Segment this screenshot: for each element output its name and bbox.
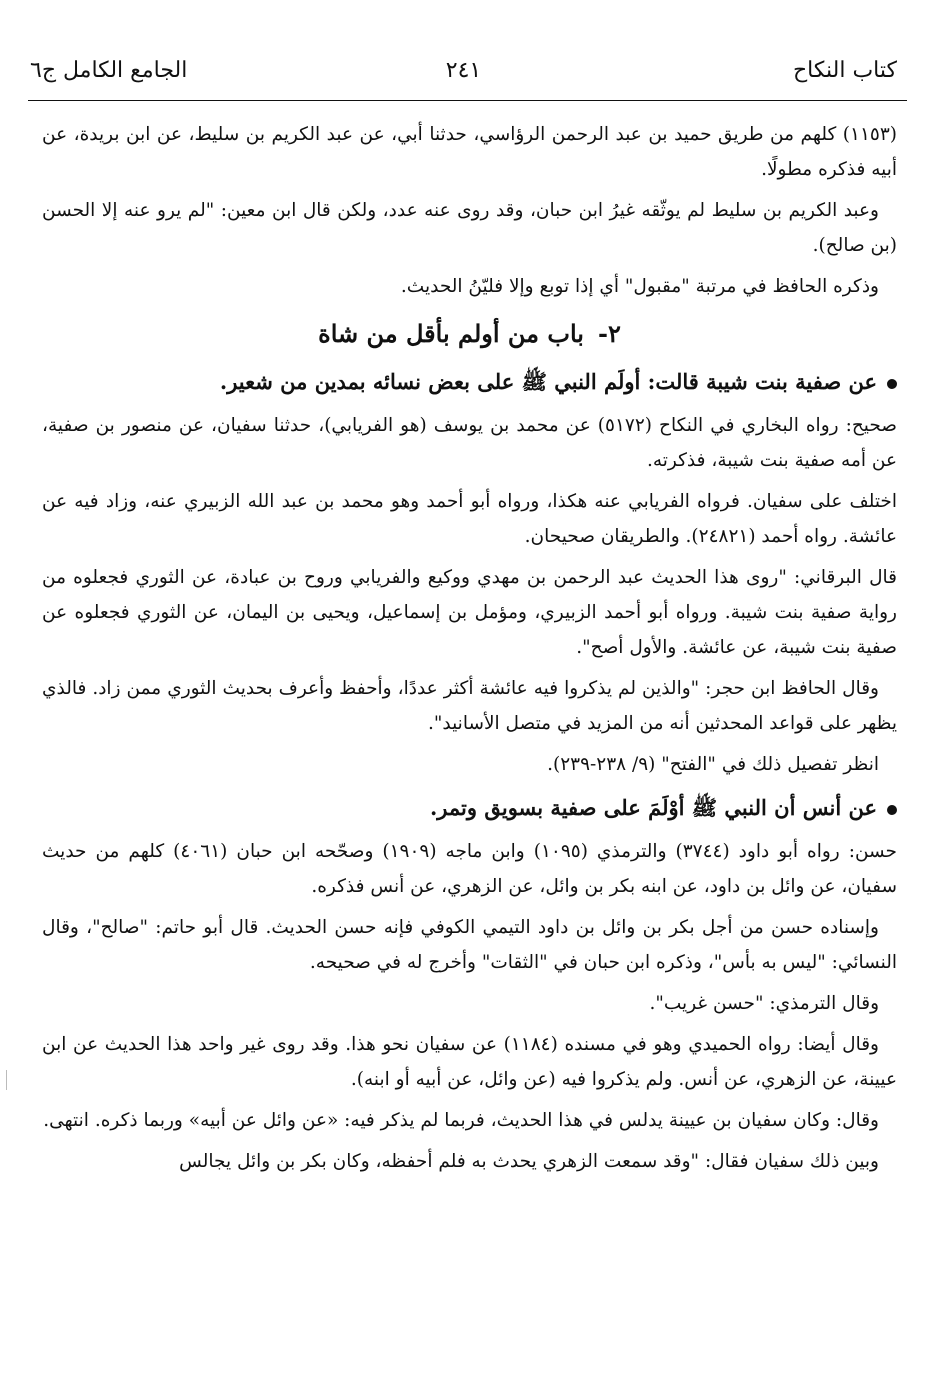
header-divider: [28, 100, 907, 101]
hadith-text: [42, 362, 897, 402]
page-body: [42, 117, 897, 1185]
paragraph: (١١٥٣) كلهم من طريق حميد بن عبد الرحمن الرؤاسي، حدثنا أبي، عن عبد الكريم بن سليط، عن ابن بريدة، عن أبيه فذكره مطولًا.: [42, 124, 897, 180]
paragraph: وقال الترمذي: "حسن غريب".: [649, 993, 879, 1014]
paragraph: وعبد الكريم بن سليط لم يوثّقه غيرُ ابن حبان، وقد روى عنه عدد، ولكن قال ابن معين: "لم يرو عنه إلا الحسن (بن صالح).: [42, 200, 897, 256]
chapter-title: باب من أولم بأقل من شاة: [318, 319, 584, 348]
paragraph: قال البرقاني: "روى هذا الحديث عبد الرحمن بن مهدي ووكيع والفريابي وروح بن عبادة، عن الثوري فجعلوه من رواية صفية بنت شيبة. ورواه أبو أحمد الزبيري، ومؤمل بن إسماعيل، ويحيى بن اليمان، عن الثوري فجعلوه عن صفية بنت شيبة، عن عائشة. والأول أصح".: [42, 567, 897, 658]
paragraph: وذكره الحافظ في مرتبة "مقبول" أي إذا توبع وإلا فليّنُ الحديث.: [400, 276, 879, 297]
hadith-text: [42, 788, 897, 828]
bullet-icon: [887, 805, 897, 815]
paragraph: انظر تفصيل ذلك في "الفتح" (٩/ ٢٣٨-٢٣٩).: [547, 754, 879, 775]
chapter-heading: [42, 312, 897, 356]
paragraph: وبين ذلك سفيان فقال: "وقد سمعت الزهري يحدث به فلم أحفظه، وكان بكر بن وائل يجالس: [179, 1151, 879, 1172]
chapter-number: ٢-: [597, 319, 621, 348]
hadith-body: عن صفية بنت شيبة قالت: أولَم النبي ﷺ على بعض نسائه بمدين من شعير.: [219, 369, 877, 394]
paragraph: وقال أيضا: رواه الحميدي وهو في مسنده (١١٨٤) عن سفيان نحو هذا. وقد روى غير واحد هذا الحديث عن ابن عيينة، عن الزهري، عن أنس. ولم يذكروا فيه (عن وائل، عن أبيه أو ابنه).: [42, 1034, 897, 1090]
paragraph: حسن: رواه أبو داود (٣٧٤٤) والترمذي (١٠٩٥) وابن ماجه (١٩٠٩) وصحّحه ابن حبان (٤٠٦١) كلهم من حديث سفيان، عن وائل بن داود، عن ابنه بكر بن وائل، عن الزهري، عن أنس فذكره.: [42, 841, 897, 897]
paragraph: وإسناده حسن من أجل بكر بن وائل بن داود التيمي الكوفي فإنه حسن الحديث. قال أبو حاتم: "صالح"، وقال النسائي: "ليس به بأس"، وذكره ابن حبان في "الثقات" وأخرج له في صحيحه.: [42, 917, 897, 973]
page-header: [30, 58, 897, 98]
paragraph: وقال الحافظ ابن حجر: "والذين لم يذكروا فيه عائشة أكثر عددًا، وأحفظ وأعرف بحديث الثوري ممن زاد. فالذي يظهر على قواعد المحدثين أنه من المزيد في متصل الأسانيد".: [42, 678, 897, 734]
scan-mark: [6, 1070, 7, 1090]
paragraph: صحيح: رواه البخاري في النكاح (٥١٧٢) عن محمد بن يوسف (هو الفريابي)، حدثنا سفيان، عن منصور بن صفية، عن أمه صفية بنت شيبة، فذكرته.: [42, 415, 897, 471]
page-number: ٢٤١: [445, 58, 482, 83]
paragraph: اختلف على سفيان. فرواه الفريابي عنه هكذا، ورواه أبو أحمد وهو محمد بن عبد الله الزبيري عنه، وزاد فيه عن عائشة. رواه أحمد (٢٤٨٢١). والطريقان صحيحان.: [42, 491, 897, 547]
paragraph: وقال: وكان سفيان بن عيينة يدلس في هذا الحديث، فربما لم يذكر فيه: «عن وائل عن أبيه» وربما ذكره. انتهى.: [43, 1110, 879, 1131]
hadith-body: عن أنس أن النبي ﷺ أوْلَمَ على صفية بسويق وتمر.: [430, 795, 877, 820]
book-section-title: كتاب النكاح: [792, 58, 897, 83]
bullet-icon: [887, 379, 897, 389]
book-volume-title: الجامع الكامل ج٦: [30, 58, 188, 83]
